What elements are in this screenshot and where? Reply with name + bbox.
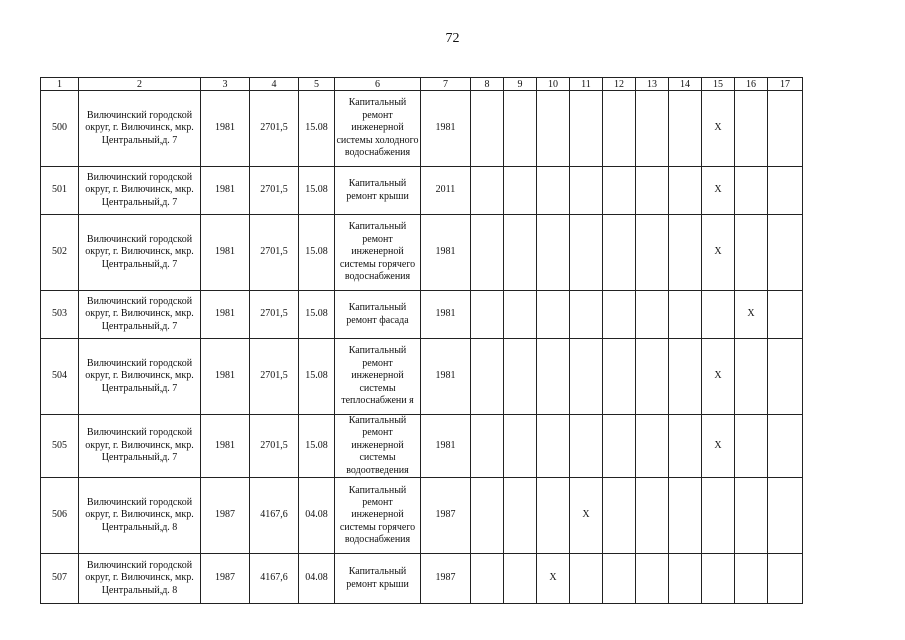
year-built-cell: 1981	[201, 415, 250, 478]
column-header: 5	[299, 78, 335, 91]
empty-cell	[768, 415, 803, 478]
empty-cell	[636, 554, 669, 604]
table-row	[41, 91, 803, 167]
year-built-cell: 1981	[201, 291, 250, 339]
row-number-cell: 500	[41, 91, 79, 167]
empty-cell	[669, 339, 702, 415]
column-header: 6	[335, 78, 421, 91]
code-cell: 15.08	[299, 415, 335, 478]
empty-cell	[504, 478, 537, 554]
empty-cell	[636, 167, 669, 215]
table-row	[41, 554, 803, 604]
empty-cell	[570, 167, 603, 215]
table-row	[41, 167, 803, 215]
empty-cell	[603, 554, 636, 604]
empty-cell	[603, 215, 636, 291]
empty-cell	[504, 554, 537, 604]
row-number-cell: 504	[41, 339, 79, 415]
empty-cell	[504, 215, 537, 291]
empty-cell	[768, 291, 803, 339]
address-cell: Вилючинский городской округ, г. Вилючинск, мкр. Центральный,д. 8	[79, 554, 201, 604]
address-cell: Вилючинский городской округ, г. Вилючинск, мкр. Центральный,д. 7	[79, 291, 201, 339]
row-number-cell: 505	[41, 415, 79, 478]
row-number-cell: 506	[41, 478, 79, 554]
header-row	[41, 78, 803, 91]
year-cell: 1981	[421, 215, 471, 291]
table-row	[41, 339, 803, 415]
empty-cell	[735, 478, 768, 554]
work-type-cell: Капитальный ремонт крыши	[335, 554, 421, 604]
empty-cell	[570, 291, 603, 339]
empty-cell	[504, 415, 537, 478]
work-type-cell: Капитальный ремонт инженерной системы холодного водоснабжения	[335, 91, 421, 167]
empty-cell	[669, 478, 702, 554]
year-built-cell: 1987	[201, 478, 250, 554]
empty-cell	[636, 339, 669, 415]
empty-cell	[603, 478, 636, 554]
column-header: 7	[421, 78, 471, 91]
mark-cell: X	[735, 291, 768, 339]
mark-cell: X	[702, 339, 735, 415]
empty-cell	[603, 339, 636, 415]
empty-cell	[768, 215, 803, 291]
area-cell: 2701,5	[250, 167, 299, 215]
column-header: 1	[41, 78, 79, 91]
column-header: 9	[504, 78, 537, 91]
empty-cell	[570, 554, 603, 604]
empty-cell	[735, 554, 768, 604]
table-row	[41, 478, 803, 554]
empty-cell	[669, 167, 702, 215]
empty-cell	[471, 91, 504, 167]
mark-cell: X	[570, 478, 603, 554]
empty-cell	[537, 415, 570, 478]
empty-cell	[504, 339, 537, 415]
empty-cell	[603, 415, 636, 478]
empty-cell	[504, 291, 537, 339]
mark-cell: X	[702, 91, 735, 167]
empty-cell	[768, 554, 803, 604]
column-header: 2	[79, 78, 201, 91]
mark-cell: X	[702, 215, 735, 291]
empty-cell	[603, 167, 636, 215]
row-number-cell: 503	[41, 291, 79, 339]
code-cell: 04.08	[299, 554, 335, 604]
area-cell: 4167,6	[250, 478, 299, 554]
table-row	[41, 415, 803, 478]
empty-cell	[669, 215, 702, 291]
code-cell: 15.08	[299, 91, 335, 167]
column-header: 8	[471, 78, 504, 91]
empty-cell	[735, 339, 768, 415]
empty-cell	[735, 91, 768, 167]
year-built-cell: 1987	[201, 554, 250, 604]
empty-cell	[570, 215, 603, 291]
empty-cell	[471, 478, 504, 554]
empty-cell	[768, 91, 803, 167]
table-body	[41, 78, 803, 604]
code-cell: 15.08	[299, 339, 335, 415]
year-cell: 1981	[421, 415, 471, 478]
empty-cell	[768, 167, 803, 215]
empty-cell	[636, 91, 669, 167]
area-cell: 2701,5	[250, 91, 299, 167]
year-cell: 1981	[421, 291, 471, 339]
page-number: 72	[445, 31, 460, 46]
empty-cell	[636, 215, 669, 291]
empty-cell	[768, 478, 803, 554]
row-number-cell: 501	[41, 167, 79, 215]
empty-cell	[471, 215, 504, 291]
mark-cell: X	[702, 167, 735, 215]
table-row	[41, 215, 803, 291]
address-cell: Вилючинский городской округ, г. Вилючинск, мкр. Центральный,д. 7	[79, 215, 201, 291]
column-header: 11	[570, 78, 603, 91]
year-cell: 2011	[421, 167, 471, 215]
empty-cell	[735, 415, 768, 478]
address-cell: Вилючинский городской округ, г. Вилючинск, мкр. Центральный,д. 7	[79, 91, 201, 167]
empty-cell	[768, 339, 803, 415]
code-cell: 15.08	[299, 215, 335, 291]
empty-cell	[537, 215, 570, 291]
column-header: 13	[636, 78, 669, 91]
empty-cell	[471, 339, 504, 415]
empty-cell	[636, 478, 669, 554]
column-header: 14	[669, 78, 702, 91]
column-header: 3	[201, 78, 250, 91]
empty-cell	[669, 415, 702, 478]
column-header: 10	[537, 78, 570, 91]
work-type-cell: Капитальный ремонт инженерной системы водоотведения	[335, 415, 421, 478]
year-cell: 1987	[421, 554, 471, 604]
code-cell: 15.08	[299, 167, 335, 215]
column-header: 16	[735, 78, 768, 91]
empty-cell	[669, 291, 702, 339]
row-number-cell: 507	[41, 554, 79, 604]
empty-cell	[471, 291, 504, 339]
empty-cell	[669, 554, 702, 604]
empty-cell	[735, 167, 768, 215]
empty-cell	[702, 478, 735, 554]
empty-cell	[735, 215, 768, 291]
empty-cell	[636, 291, 669, 339]
capital-repair-table	[40, 77, 803, 604]
year-cell: 1987	[421, 478, 471, 554]
work-type-cell: Капитальный ремонт фасада	[335, 291, 421, 339]
year-built-cell: 1981	[201, 91, 250, 167]
row-number-cell: 502	[41, 215, 79, 291]
work-type-cell: Капитальный ремонт инженерной системы горячего водоснабжения	[335, 478, 421, 554]
work-type-cell: Капитальный ремонт крыши	[335, 167, 421, 215]
empty-cell	[471, 415, 504, 478]
column-header: 17	[768, 78, 803, 91]
mark-cell: X	[537, 554, 570, 604]
code-cell: 15.08	[299, 291, 335, 339]
empty-cell	[570, 91, 603, 167]
address-cell: Вилючинский городской округ, г. Вилючинск, мкр. Центральный,д. 7	[79, 415, 201, 478]
year-built-cell: 1981	[201, 215, 250, 291]
work-type-cell: Капитальный ремонт инженерной системы горячего водоснабжения	[335, 215, 421, 291]
empty-cell	[702, 554, 735, 604]
area-cell: 2701,5	[250, 291, 299, 339]
table-row	[41, 291, 803, 339]
address-cell: Вилючинский городской округ, г. Вилючинск, мкр. Центральный,д. 8	[79, 478, 201, 554]
area-cell: 2701,5	[250, 415, 299, 478]
empty-cell	[702, 291, 735, 339]
empty-cell	[603, 291, 636, 339]
area-cell: 4167,6	[250, 554, 299, 604]
empty-cell	[504, 167, 537, 215]
empty-cell	[537, 91, 570, 167]
mark-cell: X	[702, 415, 735, 478]
empty-cell	[537, 291, 570, 339]
empty-cell	[636, 415, 669, 478]
empty-cell	[471, 167, 504, 215]
empty-cell	[669, 91, 702, 167]
year-cell: 1981	[421, 91, 471, 167]
empty-cell	[537, 167, 570, 215]
column-header: 15	[702, 78, 735, 91]
column-header: 4	[250, 78, 299, 91]
year-built-cell: 1981	[201, 167, 250, 215]
empty-cell	[570, 339, 603, 415]
empty-cell	[504, 91, 537, 167]
empty-cell	[471, 554, 504, 604]
address-cell: Вилючинский городской округ, г. Вилючинск, мкр. Центральный,д. 7	[79, 167, 201, 215]
empty-cell	[570, 415, 603, 478]
code-cell: 04.08	[299, 478, 335, 554]
work-type-cell: Капитальный ремонт инженерной системы теплоснабжени я	[335, 339, 421, 415]
column-header: 12	[603, 78, 636, 91]
area-cell: 2701,5	[250, 339, 299, 415]
year-cell: 1981	[421, 339, 471, 415]
empty-cell	[537, 478, 570, 554]
area-cell: 2701,5	[250, 215, 299, 291]
year-built-cell: 1981	[201, 339, 250, 415]
address-cell: Вилючинский городской округ, г. Вилючинск, мкр. Центральный,д. 7	[79, 339, 201, 415]
empty-cell	[603, 91, 636, 167]
empty-cell	[537, 339, 570, 415]
